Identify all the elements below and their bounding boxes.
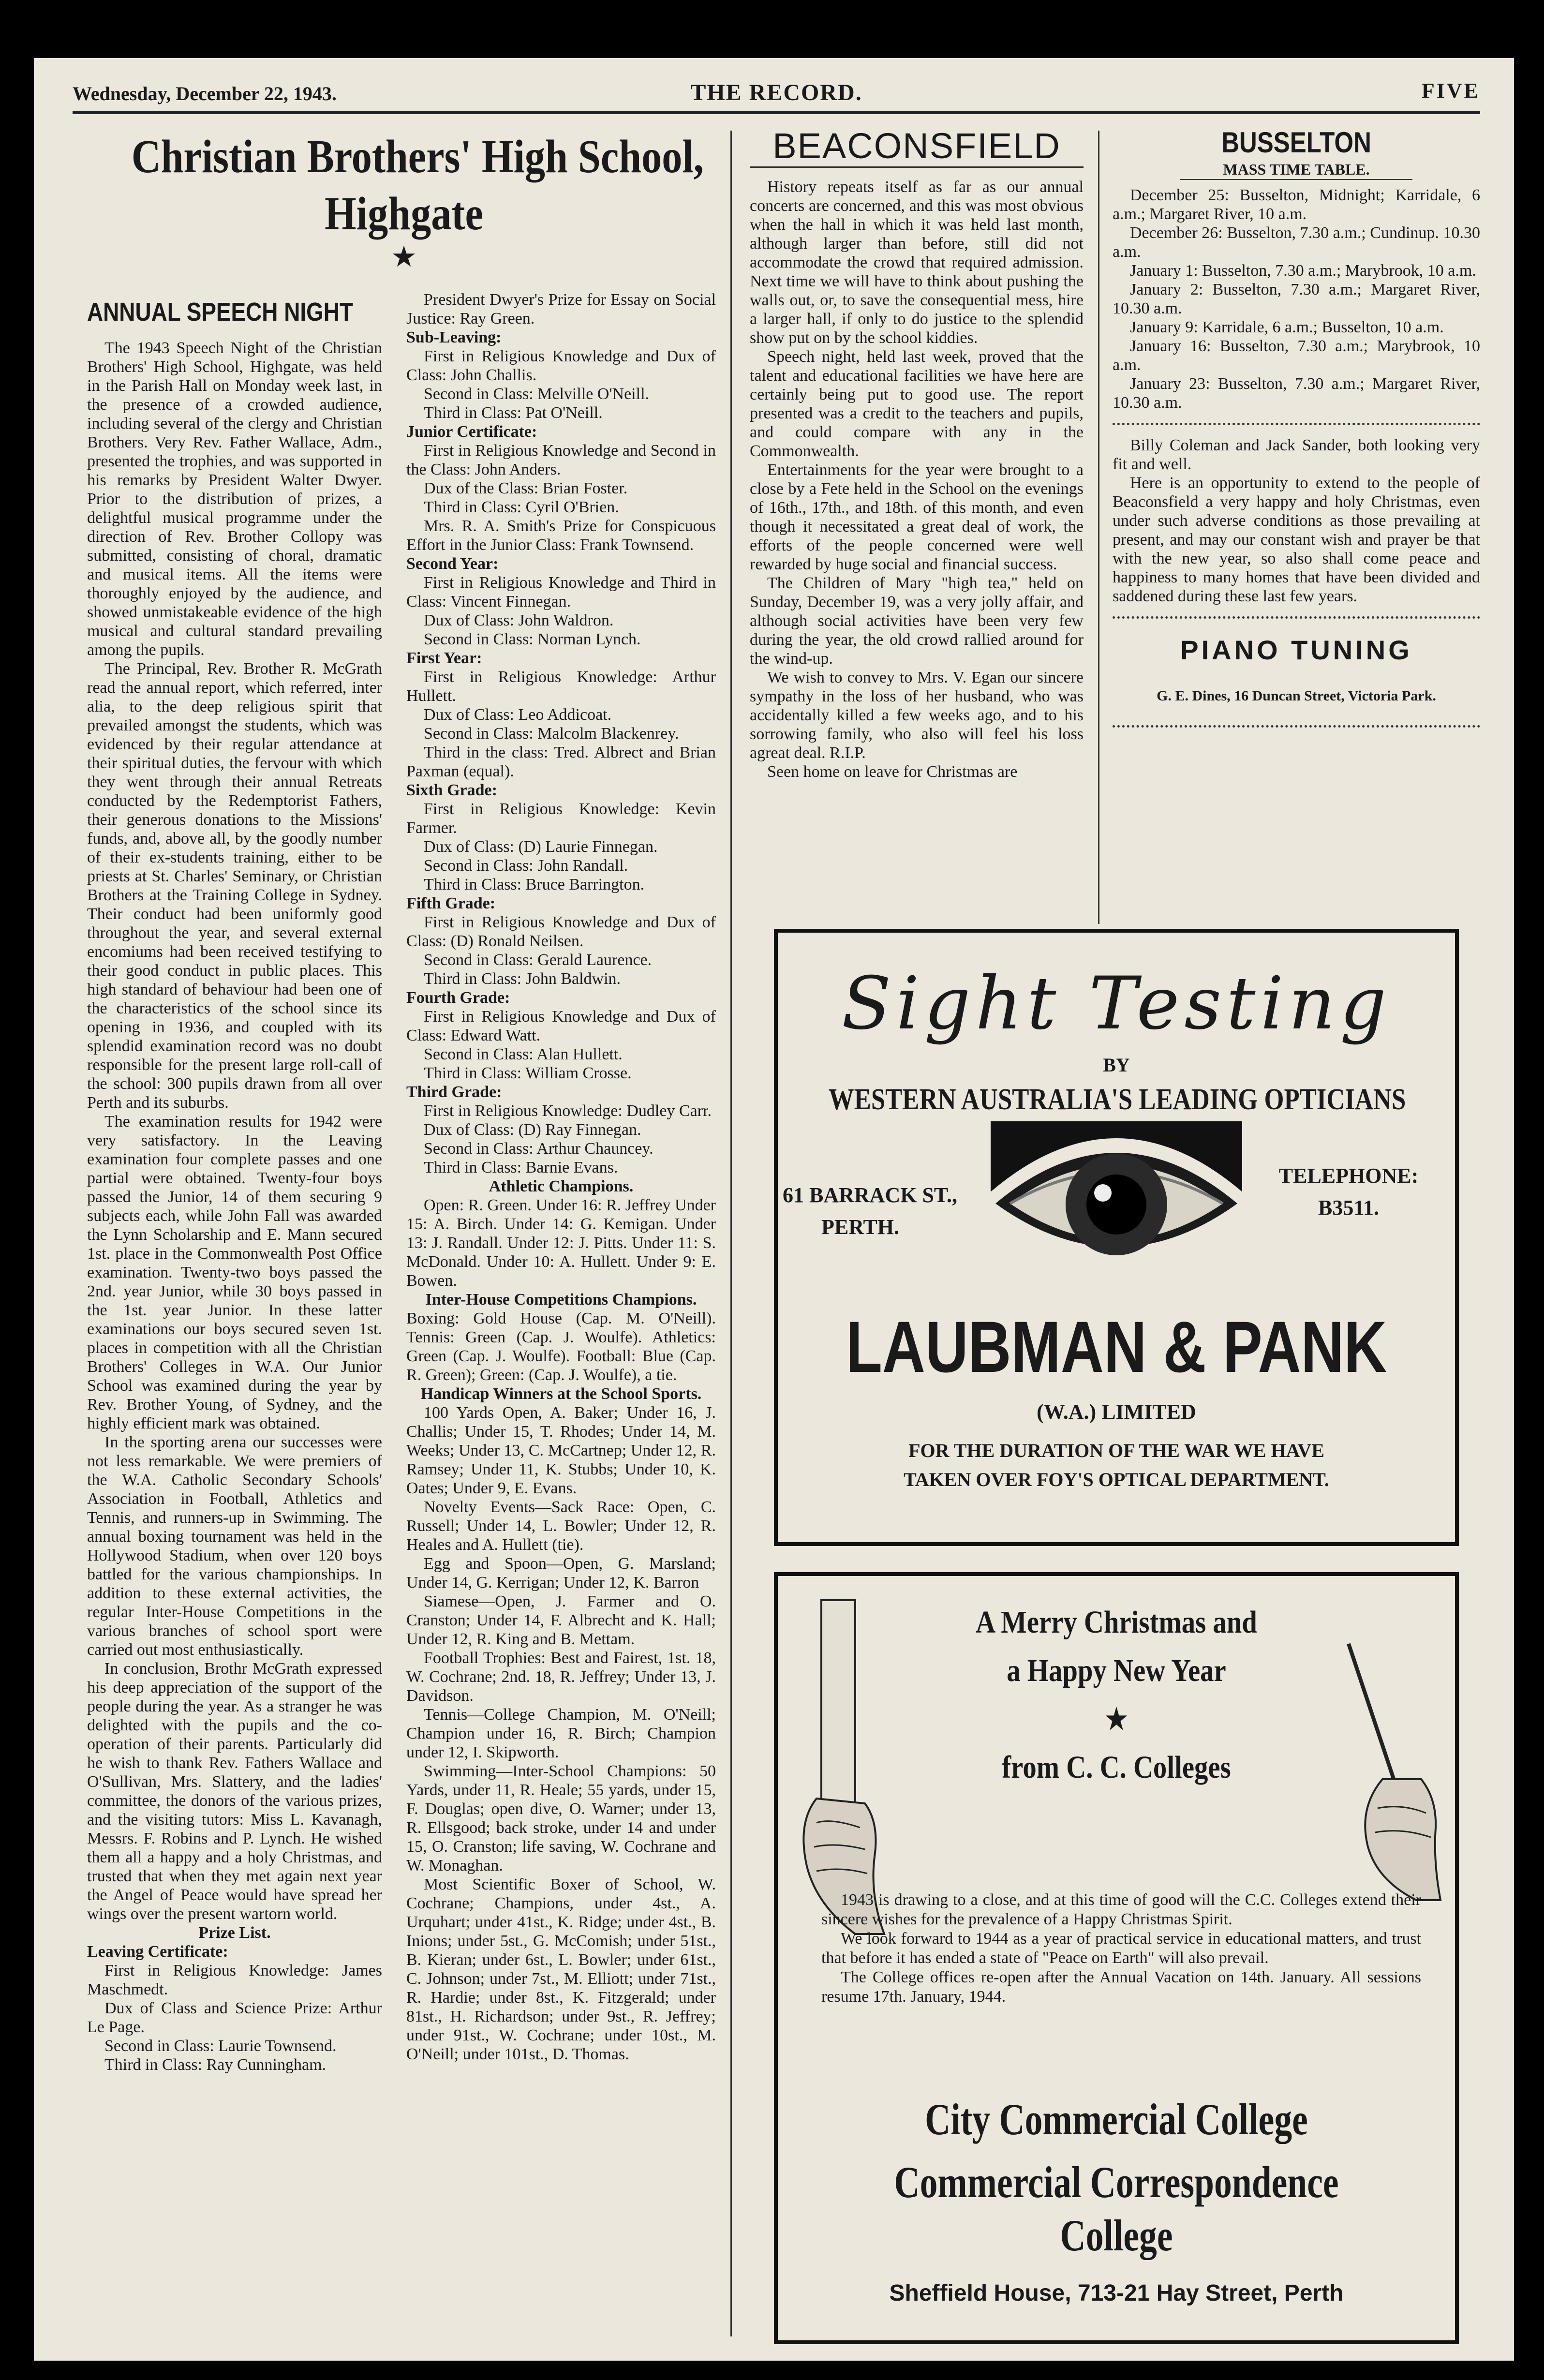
paragraph: Novelty Events—Sack Race: Open, C. Russell; Under 14, L. Bowler; Under 12, R. Heales and A. Hullett (tie).: [406, 1498, 716, 1554]
beaconsfield-continued: [1113, 436, 1480, 606]
piano-tuning-address: G. E. Dines, 16 Duncan Street, Victoria Park.: [1157, 688, 1436, 704]
paragraph: Mrs. R. A. Smith's Prize for Conspicuous Effort in the Junior Class: Frank Townsend.: [406, 517, 716, 554]
paragraph: The Principal, Rev. Brother R. McGrath read the annual report, which referred, inter alia, to the deep religious spirit that prevailed amongst the students, which was evidenced by their regular attendance at their spiritual duties, the fervour with which they went through their annual Retreats conducted by the Redemptorist Fathers, their generous donations to the Missions' funds, and, above all, by the goodly number of their ex-students training, either to be priests at St. Charles' Seminary, or Christian Brothers at the Training College in Sydney. Their conduct had been uniformly good throughout the year, and several external encomiums had been received testifying to their good conduct in public places. This high standard of behaviour had been one of the characteristics of the school since its opening in 1936, and coupled with its splendid examination record was no doubt responsible for the present large roll-call of the school: 300 pupils drawn from all over Perth and its suburbs.: [87, 660, 382, 1112]
xmas-heading-2: a Happy New Year: [1007, 1653, 1226, 1688]
paragraph: Second in Class: Melville O'Neill.: [424, 385, 650, 403]
college-name-1: City Commercial College: [925, 2095, 1308, 2144]
paragraph: First in Religious Knowledge: Kevin Farmer.: [406, 800, 716, 837]
paragraph: 1943 is drawing to a close, and at this time of good will the C.C. Colleges extend their sincere wishes for the prevalence of a Happy Christmas Spirit.: [821, 1891, 1421, 1928]
headline-line-1: Christian Brothers' High School,: [131, 131, 704, 183]
paragraph: Boxing: Gold House (Cap. M. O'Neill). Tennis: Green (Cap. J. Woulfe). Athletics: Green (Cap. J. Woulfe). Football: Blue (Cap. R. Green); Green: (Cap. J. Woulfe), a tie.: [406, 1309, 716, 1384]
paragraph: Third in Class: John Baldwin.: [424, 970, 621, 988]
paragraph: First in Religious Knowledge: James Maschmedt.: [87, 1962, 382, 1998]
newspaper-page: [34, 58, 1514, 2361]
paragraph: Second in Class: Arthur Chauncey.: [424, 1140, 653, 1158]
paragraph: The Children of Mary "high tea," held on Sunday, December 19, was a very jolly affair, and although social activities have been very few during the year, the old crowd rallied around for the wind-up.: [750, 574, 1084, 668]
paragraph: Second in Class: Norman Lynch.: [424, 630, 641, 648]
paragraph: Inter-House Competitions Champions.: [425, 1291, 697, 1309]
ad-telephone-number: B3511.: [1318, 1196, 1379, 1220]
paragraph: Second in Class: Laurie Townsend.: [104, 2037, 337, 2055]
paragraph: Billy Coleman and Jack Sander, both looking very fit and well.: [1113, 436, 1480, 473]
paragraph: 100 Yards Open, A. Baker; Under 16, J. Challis; Under 15, T. Rhodes; Under 14, M. Weeks; Under 13, C. McCartnep; Under 12, R. Ramsey; Under 11, K. Stubbs; Under 10, K. Oates; Under 9, E. Evans.: [406, 1404, 716, 1497]
paragraph: Entertainments for the year were brought to a close by a Fete held in the School on the evenings of 16th., 17th., and 18th. of this month, and even though it necessitated a great deal of work, the efforts of the people concerned were well rewarded by huge social and financial success.: [750, 461, 1084, 573]
xmas-message: [821, 1890, 1421, 2007]
column-rule: [730, 131, 732, 2336]
paragraph: We look forward to 1944 as a year of practical service in educational matters, and trust that before it has ended a state of "Peace on Earth" will also prevail.: [821, 1930, 1421, 1967]
mass-timetable: [1113, 186, 1480, 412]
cbhs-headline: [87, 126, 721, 274]
paragraph: Football Trophies: Best and Fairest, 1st. 18, W. Cochrane; 2nd. 18, R. Jeffrey; Under 13, J. Davidson.: [406, 1649, 716, 1705]
paragraph: Dux of Class: Leo Addicoat.: [424, 706, 612, 724]
dotted-rule: [1113, 616, 1480, 619]
paragraph: We wish to convey to Mrs. V. Egan our sincere sympathy in the loss of her husband, who was accidentally killed a few weeks ago, and to his sorrowing family, who also will feel his loss agreat deal. R.I.P.: [750, 669, 1084, 762]
ad-telephone-label: TELEPHONE:: [1278, 1164, 1419, 1188]
paragraph: Junior Certificate:: [406, 423, 537, 441]
ad-address-line-2: PERTH.: [821, 1215, 900, 1239]
paragraph: January 1: Busselton, 7.30 a.m.; Marybrook, 10 a.m.: [1130, 262, 1476, 280]
sight-testing-ad: [774, 929, 1459, 1546]
ad-company-ltd: (W.A.) LIMITED: [1037, 1400, 1196, 1424]
paragraph: Sub-Leaving:: [406, 328, 502, 346]
paragraph: The 1943 Speech Night of the Christian Brothers' High School, Highgate, was held in the Parish Hall on Monday week last, in the presence of a crowded audience, including several of the clergy and Christian Brothers. Very Rev. Father Wallace, Adm., presented the trophies, and was supported in his remarks by President Walter Dwyer. Prior to the distribution of prizes, a delightful musical programme under the direction of Rev. Brother Collopy was submitted, consisting of choral, dramatic and musical items. All the items were thoroughly enjoyed by the audience, and showed unmistakeable evidence of the high musical and cultural standard prevailing among the pupils.: [87, 339, 382, 659]
article-subtitle: ANNUAL SPEECH NIGHT: [87, 298, 354, 327]
paragraph: January 2: Busselton, 7.30 a.m.; Margaret River, 10.30 a.m.: [1113, 281, 1480, 317]
paragraph: In conclusion, Brothr McGrath expressed his deep appreciation of the support of the people during the year. As a stranger he was delighted with the pupils and the co-operation of their parents. Particularly did he wish to thank Rev. Fathers Wallace and O'Sullivan, Mrs. Slattery, and the ladies' committee, the donors of the various prizes, and the visiting tutors: Miss L. Kavanagh, Messrs. F. Robins and P. Lynch. He wished them all a happy and a holy Christmas, and trusted that when they met again next year the Angel of Peace would have spread her wings over the present wartorn world.: [87, 1660, 382, 1923]
paragraph: January 23: Busselton, 7.30 a.m.; Margaret River, 10.30 a.m.: [1113, 375, 1480, 412]
paragraph: Second in Class: John Randall.: [424, 857, 628, 875]
paragraph: January 9: Karridale, 6 a.m.; Busselton, 10 a.m.: [1130, 318, 1444, 336]
paragraph: Egg and Spoon—Open, G. Marsland; Under 14, G. Kerrigan; Under 12, K. Barron: [406, 1555, 716, 1592]
paragraph: Dux of Class: (D) Laurie Finnegan.: [424, 838, 658, 856]
headline-line-2: Highgate: [325, 188, 483, 240]
paragraph: The College offices re-open after the Annual Vacation on 14th. January. All sessions resume 17th. January, 1944.: [821, 1968, 1421, 2006]
paragraph: Third in the class: Tred. Albrect and Brian Paxman (equal).: [406, 744, 716, 780]
paragraph: First in Religious Knowledge: Arthur Hullett.: [406, 668, 716, 705]
xmas-heading-3: from C. C. Colleges: [1002, 1750, 1231, 1785]
beaconsfield-title: BEACONSFIELD: [750, 126, 1084, 168]
paragraph: Here is an opportunity to extend to the people of Beaconsfield a very happy and holy Christmas, even under such adverse conditions as those prevailing at present, and may our constant wish and prayer be that with the new year, so also shall come peace and happiness to many homes that have been divided and saddened during these last few years.: [1113, 474, 1480, 605]
paragraph: First in Religious Knowledge and Third in Class: Vincent Finnegan.: [406, 574, 716, 610]
paragraph: Third in Class: William Crosse.: [424, 1064, 632, 1082]
page-header: [73, 77, 1480, 114]
dotted-rule: [1113, 725, 1480, 728]
paragraph: Dux of Class: John Waldron.: [424, 611, 614, 629]
paragraph: December 25: Busselton, Midnight; Karridale, 6 a.m.; Margaret River, 10 a.m.: [1113, 186, 1480, 223]
issue-date: Wednesday, December 22, 1943.: [73, 83, 337, 104]
paragraph: Third in Class: Ray Cunningham.: [104, 2056, 327, 2074]
ad-note-line-1: FOR THE DURATION OF THE WAR WE HAVE: [908, 1440, 1324, 1461]
paragraph: Second in Class: Malcolm Blackenrey.: [424, 725, 679, 743]
paragraph: Tennis—College Champion, M. O'Neill; Champion under 16, R. Birch; Champion under 12, I. Skipworth.: [406, 1706, 716, 1761]
paragraph: Speech night, held last week, proved that the talent and educational facilities we have here are certainly being put to good use. The report presented was a credit to the teachers and pupils, and could compare with any in the Commonwealth.: [750, 348, 1084, 460]
college-name-3: College: [1060, 2211, 1173, 2260]
paragraph: First in Religious Knowledge and Dux of Class: John Challis.: [406, 347, 716, 384]
paragraph: The examination results for 1942 were very satisfactory. In the Leaving examination four complete passes and one partial were obtained. Twenty-four boys passed the Junior, 14 of them securing 9 subjects each, while John Fall was awarded the Lynn Scholarship and E. Mann secured 1st. place in the Commonwealth Post Office examination. Twenty-two boys passed the 2nd. year Junior, while 30 boys passed in the 1st. year Junior. In these latter examinations our boys secured seven 1st. places in competition with all the Christian Brothers' Colleges in W.A. Our Junior School was examined during the year by Rev. Brother Young, of Sydney, and the highly efficient mark was obtained.: [87, 1113, 382, 1432]
ad-by: BY: [1103, 1054, 1130, 1076]
paragraph: President Dwyer's Prize for Essay on Social Justice: Ray Green.: [406, 291, 716, 327]
cc-colleges-ad: [774, 1572, 1459, 2344]
paragraph: Leaving Certificate:: [87, 1943, 228, 1961]
piano-tuning-title: PIANO TUNING: [1180, 635, 1412, 665]
paragraph: First in Religious Knowledge and Second in the Class: John Anders.: [406, 442, 716, 478]
sight-testing-title: Sight Testing: [841, 962, 1392, 1046]
paragraph: Dux of the Class: Brian Foster.: [424, 479, 628, 497]
college-address: Sheffield House, 713-21 Hay Street, Perth: [889, 2280, 1344, 2306]
article-column-2: [406, 290, 716, 2341]
paragraph: History repeats itself as far as our annual concerts are concerned, and this was most obvious when the hall in which it was held last month, although larger than before, still did not accommodate the crowd that required admission. Next time we will have to think about pushing the walls out, or, to save the consequential mess, hire a larger hall, if only to do justice to the splendid show put on by the school kiddies.: [750, 178, 1084, 347]
ad-address: [783, 1179, 986, 1243]
ad-address-line-1: 61 BARRACK ST.,: [783, 1183, 958, 1207]
xmas-heading-1: A Merry Christmas and: [976, 1605, 1257, 1640]
paragraph: Open: R. Green. Under 16: R. Jeffrey Under 15: A. Birch. Under 14: G. Kemigan. Under 13: J. Randall. Under 12: J. Pitts. Under 11: S. McDonald. Under 10: A. Hullett. Under 9: E. Bowen.: [406, 1196, 716, 1290]
ad-company-name: LAUBMAN & PANK: [846, 1306, 1387, 1387]
college-name-2: Commercial Correspondence: [894, 2157, 1339, 2207]
paragraph: December 26: Busselton, 7.30 a.m.; Cundinup. 10.30 a.m.: [1113, 224, 1480, 261]
star-ornament: ★: [391, 241, 417, 273]
paragraph: Siamese—Open, J. Farmer and O. Cranston; Under 14, F. Albrecht and K. Hall; Under 12, R. King and B. Mettam.: [406, 1592, 716, 1648]
paragraph: Fifth Grade:: [406, 894, 496, 912]
page-number: FIVE: [1421, 79, 1480, 103]
paragraph: In the sporting arena our successes were not less remarkable. We were premiers of the W.A. Catholic Secondary Schools' Association in Football, Athletics and Tennis, and runners-up in Swimming. The annual boxing tournament was held in the Hollywood Stadium, when over 120 boys battled for the various championships. In addition to these external activities, the regular Inter-House Competitions in the various branches of school sport were carried out most enthusiastically.: [87, 1433, 382, 1659]
paragraph: Seen home on leave for Christmas are: [767, 763, 1018, 781]
paragraph: Second in Class: Gerald Laurence.: [424, 951, 652, 969]
paragraph: Sixth Grade:: [406, 781, 497, 799]
paragraph: Dux of Class: (D) Ray Finnegan.: [424, 1121, 641, 1139]
paragraph: Prize List.: [198, 1924, 271, 1942]
paragraph: Third in Class: Pat O'Neill.: [424, 404, 603, 422]
paragraph: Most Scientific Boxer of School, W. Cochrane; Champions, under 4st., A. Urquhart; under 41st., K. Ridge; under 4st., B. Inions; under 5st., G. McComish; under 51st., B. Kieran; under 6st., L. Bowler; under 61st., C. Johnson; under 7st., M. Elliott; under 71st., R. Hardie; under 8st., K. Fitzgerald; under 81st., H. Richardson; under 9st., R. Jeffrey; under 91st., W. Cochrane; under 10st., M. O'Neill; under 101st., D. Thomas.: [406, 1875, 716, 2063]
ad-telephone: [1252, 1160, 1445, 1224]
paragraph: First Year:: [406, 649, 482, 667]
paragraph: Second Year:: [406, 555, 499, 573]
column-rule: [1098, 131, 1099, 924]
article-column-1: [87, 290, 382, 2341]
ad-note-line-2: TAKEN OVER FOY'S OPTICAL DEPARTMENT.: [904, 1469, 1329, 1490]
xmas-star: ★: [1105, 1703, 1128, 1735]
paragraph: First in Religious Knowledge and Dux of Class: Edward Watt.: [406, 1008, 716, 1044]
beaconsfield-column: [750, 126, 1084, 919]
paragraph: Dux of Class and Science Prize: Arthur Le Page.: [87, 1999, 382, 2036]
paragraph: Second in Class: Alan Hullett.: [424, 1045, 623, 1063]
ad-lead: WESTERN AUSTRALIA'S LEADING OPTICIANS: [829, 1083, 1406, 1116]
eye-icon: [991, 1121, 1242, 1281]
paragraph: Third in Class: Bruce Barrington.: [424, 876, 645, 893]
paragraph: Swimming—Inter-School Champions: 50 Yards, under 11, R. Heale; 55 yards, under 15, F. Douglas; open dive, O. Warner; under 13, R. Ellsgood; back stroke, under 14 and under 15, O. Cranston; life saving, W. Cochrane and W. Monaghan.: [406, 1762, 716, 1874]
paragraph: Third Grade:: [406, 1083, 502, 1101]
masthead: THE RECORD.: [690, 80, 862, 105]
busselton-title: BUSSELTON: [1221, 126, 1371, 159]
paragraph: Athletic Champions.: [489, 1177, 634, 1195]
paragraph: Third in Class: Cyril O'Brien.: [424, 498, 619, 516]
paragraph: Fourth Grade:: [406, 989, 510, 1007]
paragraph: First in Religious Knowledge: Dudley Carr.: [424, 1102, 712, 1120]
paragraph: First in Religious Knowledge and Dux of Class: (D) Ronald Neilsen.: [406, 913, 716, 950]
paragraph: Handicap Winners at the School Sports.: [420, 1385, 702, 1403]
paragraph: Third in Class: Barnie Evans.: [424, 1159, 618, 1176]
mass-timetable-heading: MASS TIME TABLE.: [1180, 160, 1412, 180]
busselton-column: [1113, 126, 1480, 919]
dotted-rule: [1113, 423, 1480, 425]
paragraph: January 16: Busselton, 7.30 a.m.; Marybrook, 10 a.m.: [1113, 337, 1480, 374]
